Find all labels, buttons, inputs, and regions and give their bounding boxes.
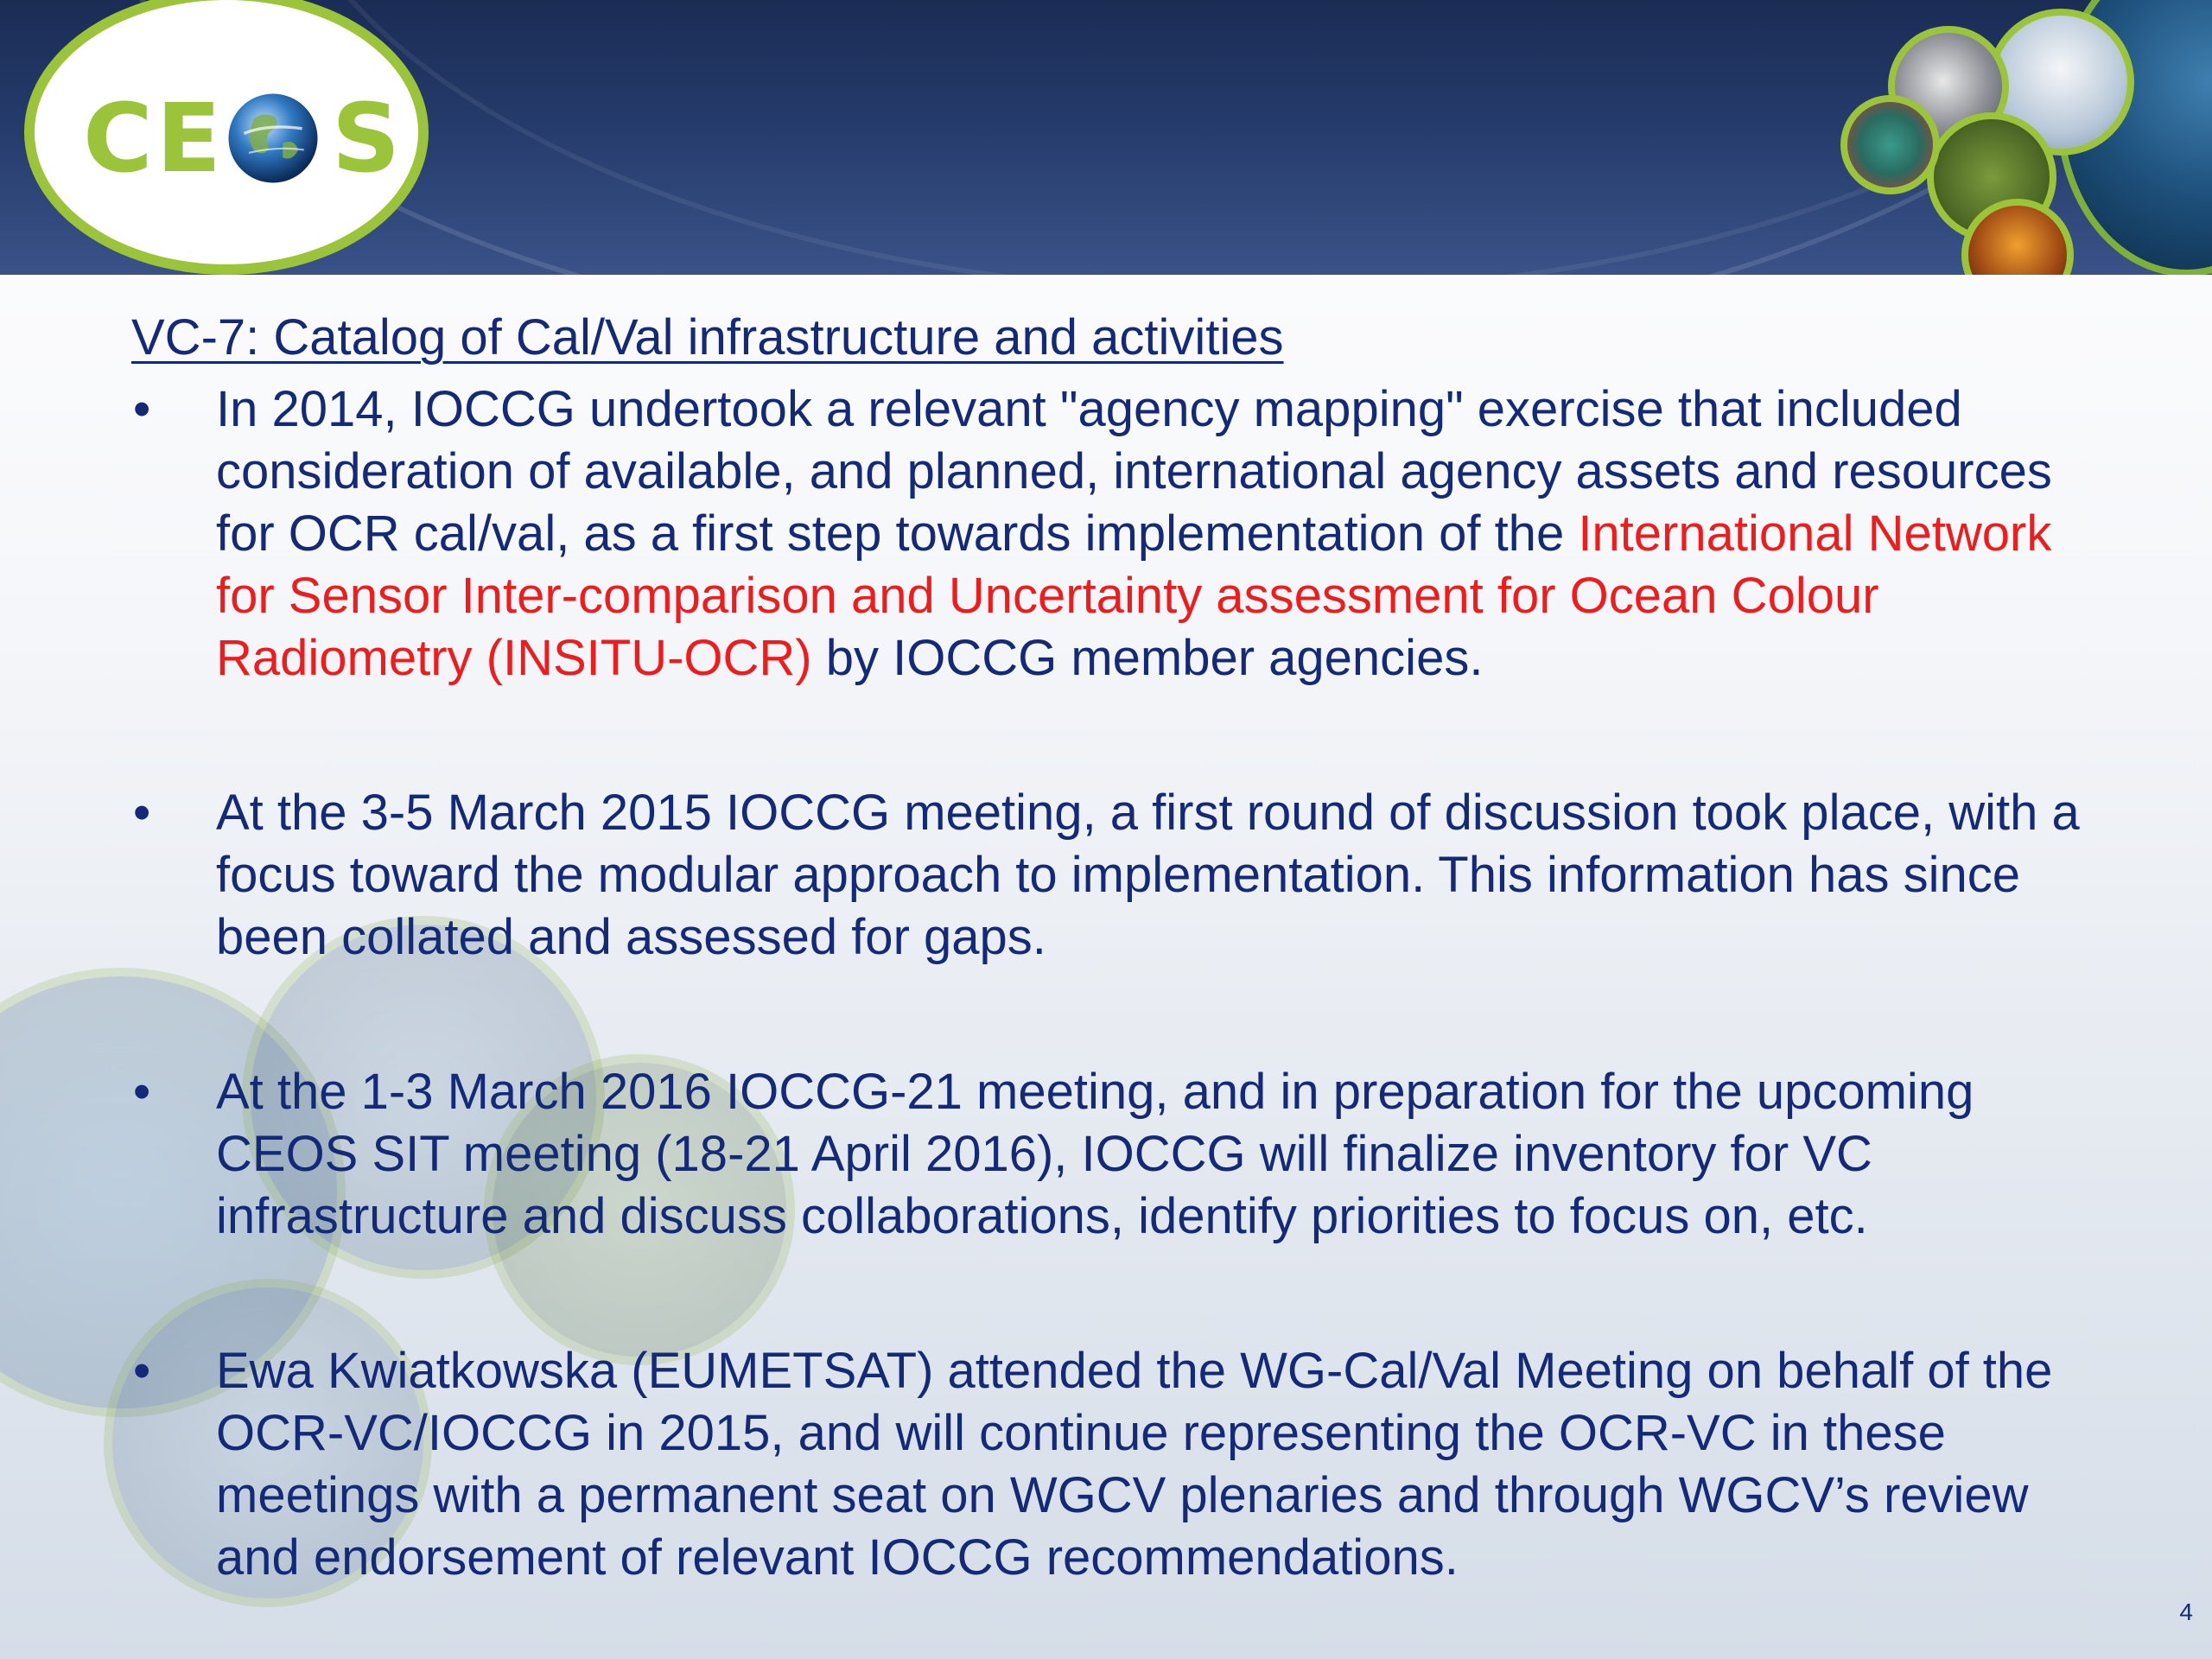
bullet-marker: • <box>133 381 151 437</box>
logo-text-left: CE <box>83 83 225 194</box>
slide-content <box>131 301 2101 1589</box>
earth-globe-icon <box>225 90 321 187</box>
bullet-text: At the 3-5 March 2015 IOCCG meeting, a first round of discussion took place, with a focus toward the modular approach to implementation. This information has since been collated and assessed for gaps. <box>216 785 2080 965</box>
bullet-marker: • <box>133 785 151 841</box>
bullet-text: by IOCCG member agencies. <box>811 630 1484 686</box>
logo-text-right: S <box>331 83 404 194</box>
bullet-text: At the 1-3 March 2016 IOCCG-21 meeting, and in preparation for the upcoming CEOS SIT meeting (18-21 April 2016), IOCCG will finalize inventory for VC infrastructure and discuss collaborations, identify priorities to focus on, etc. <box>216 1064 1974 1244</box>
highlighted-text: International Network for Sensor Inter-comparison and Uncertainty assessment for Ocean Colour Radiometry (INSITU-OCR) <box>216 505 2052 686</box>
page-number: 4 <box>2179 1599 2193 1625</box>
bullet-item <box>131 378 2101 690</box>
bullet-text: Ewa Kwiatkowska (EUMETSAT) attended the WG-Cal/Val Meeting on behalf of the OCR-VC/IOCCG in 2015, and will continue representing the OCR-VC in these meetings with a permanent seat on WGCV plenaries and through WGCV’s review and endorsement of relevant IOCCG recommendations. <box>216 1343 2053 1586</box>
bullet-item <box>131 782 2101 969</box>
bullet-text: In 2014, IOCCG undertook a relevant "agency mapping" exercise that included consideration of available, and planned, international agency assets and resources for OCR cal/val, as a first step towards implementation of the <box>216 381 2052 562</box>
bullet-marker: • <box>133 1064 151 1120</box>
header-banner <box>0 0 2212 275</box>
collage-photo-circle <box>1840 95 1940 194</box>
bullet-item <box>131 1061 2101 1248</box>
bullet-item <box>131 1340 2101 1589</box>
slide-heading: VC-7: Catalog of Cal/Val infrastructure and activities <box>131 309 1284 365</box>
bullet-marker: • <box>133 1343 151 1399</box>
